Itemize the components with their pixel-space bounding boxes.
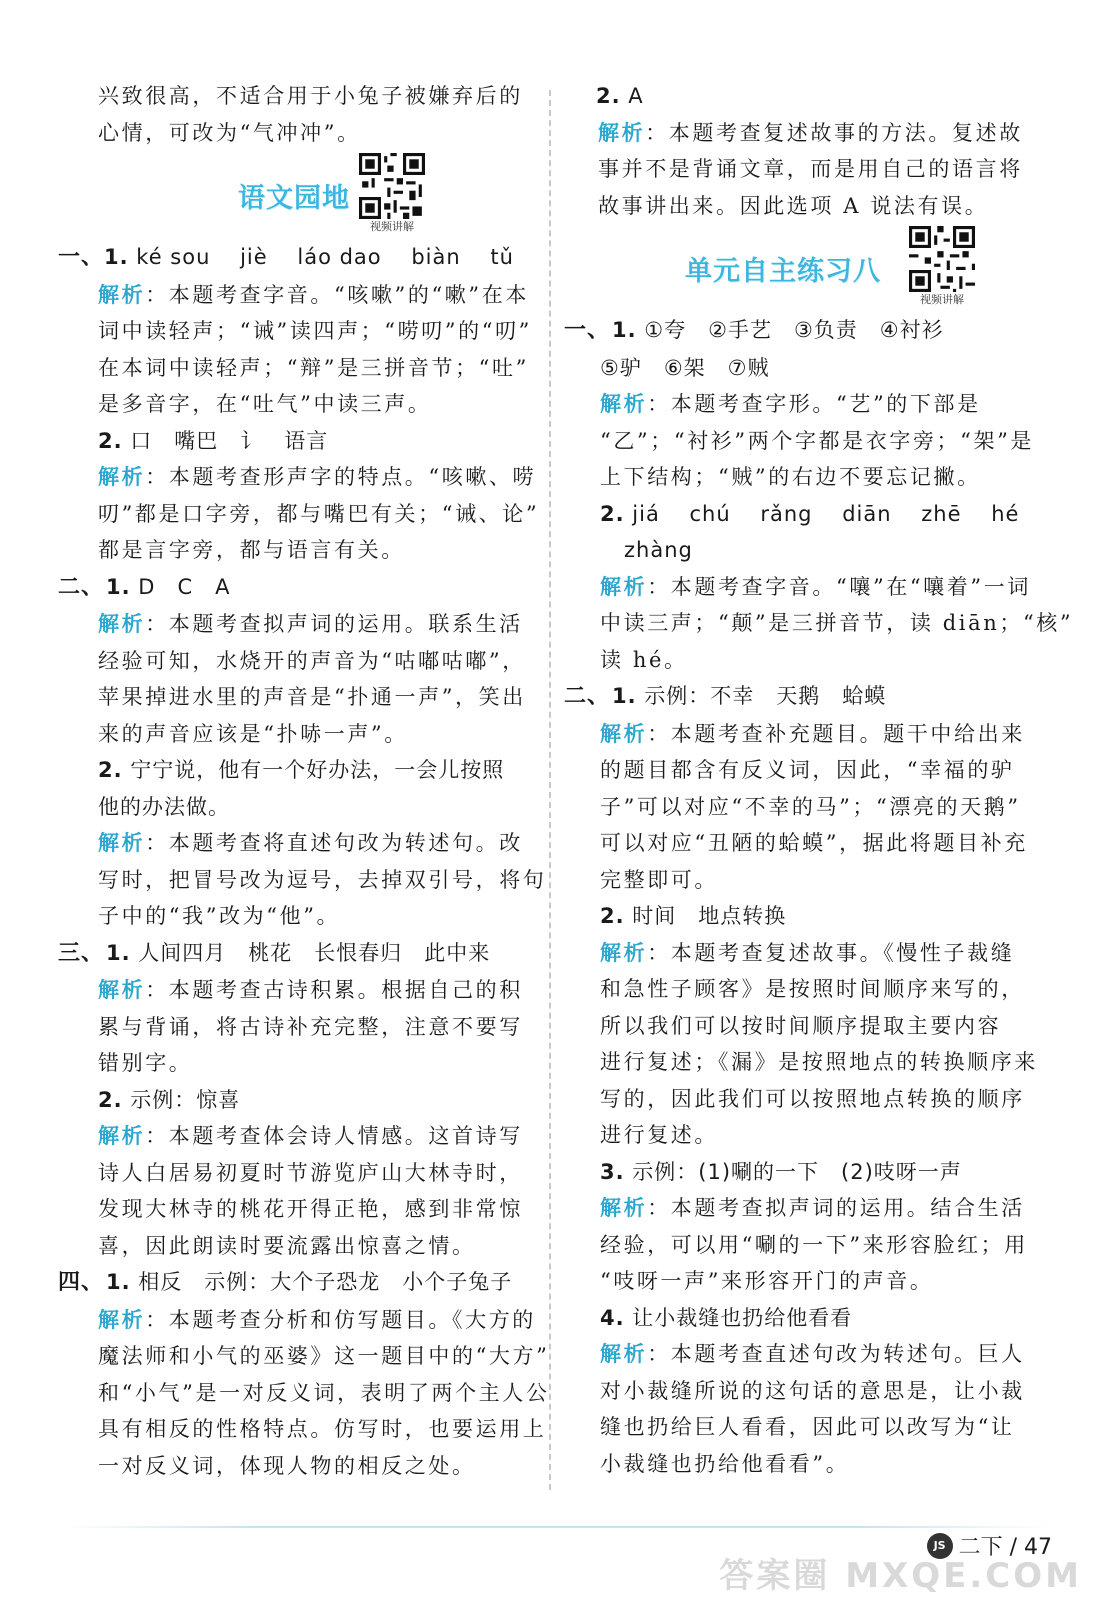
analysis-label: 解析 [98, 611, 146, 636]
analysis-r2-4 [578, 1336, 1048, 1482]
question-r2-2 [578, 898, 1048, 935]
analysis-text: 上下结构；“贼”的右边不要忘记撇。 [600, 465, 981, 489]
analysis-text: 是多音字，在“吐气”中读三声。 [98, 392, 432, 416]
analysis-text: 读 hé。 [600, 647, 688, 672]
answer-text: ①夸 ②手艺 ③负责 ④衬衫 [644, 318, 944, 342]
answer-text: 示例：(1)唰的一下 (2)吱呀一声 [632, 1159, 962, 1184]
analysis-text: “吱呀一声”来形容开门的声音。 [600, 1269, 934, 1293]
analysis-text: ：本题考查形声字的特点。“咳嗽、唠 [145, 465, 537, 489]
heading-title: 单元自主练习八 [685, 255, 881, 287]
answer-text: 宁宁说，他有一个好办法，一会儿按照 [130, 758, 505, 782]
pinyin-answer: láo dao [297, 245, 382, 269]
edition-badge: JS [927, 1533, 953, 1559]
analysis-text: 诗人白居易初夏时节游览庐山大林寺时， [98, 1160, 523, 1185]
analysis-label: 解析 [600, 573, 648, 599]
pinyin-answer: tǔ [490, 245, 514, 269]
analysis-text: 缝也扔给巨人看看，因此可以改写为“让 [600, 1415, 1015, 1439]
analysis-text: 喜，因此朗读时要流露出惊喜之情。 [98, 1233, 476, 1258]
analysis-label: 解析 [98, 1123, 146, 1148]
pinyin-answer: jiá [632, 501, 660, 526]
question-number: 1. [106, 1270, 131, 1294]
analysis-label: 解析 [600, 720, 648, 746]
analysis-label: 解析 [600, 391, 648, 416]
heading-title: 语文园地 [238, 182, 350, 214]
question-number: 1. [106, 574, 131, 599]
analysis-text: ：本题考查复述故事。《慢性子裁缝 [647, 940, 1015, 965]
question-number: 3. [600, 1159, 625, 1184]
section-label: 二、 [58, 574, 105, 600]
pinyin-answer: diān [842, 501, 892, 526]
question-number: 2. [596, 84, 621, 108]
qr-code-icon [909, 226, 975, 292]
analysis-label: 解析 [98, 1306, 146, 1332]
answer-text: D C A [138, 574, 231, 599]
analysis-text: 的题目都含有反义词，因此，“幸福的驴 [600, 758, 1015, 782]
analysis-text: 中读三声；“颠”是三拼音节，读 diān；“核” [600, 611, 1074, 635]
analysis-text: ：本题考查字音。“嚷”在“嚷着”一词 [647, 574, 1031, 599]
question-number: 2. [600, 501, 625, 526]
analysis-text: 子”可以对应“不幸的马”；“漂亮的天鹅” [600, 794, 1021, 819]
qr-code[interactable] [358, 153, 426, 235]
analysis-r1-1 [578, 386, 1048, 496]
intro-line: 兴致很高，不适合用于小兔子被嫌弃后的 [98, 84, 523, 108]
analysis-text: ：本题考查将直述句改为转述句。改 [145, 831, 523, 855]
analysis-label: 解析 [598, 119, 646, 145]
analysis-text: 所以我们可以按时间顺序提取主要内容 [600, 1013, 1002, 1038]
qr-code[interactable] [908, 226, 976, 308]
section-heading-yuwenyuandi [58, 151, 530, 239]
pinyin-answer: biàn [411, 245, 461, 269]
pinyin-answer: jiè [240, 245, 268, 269]
question-r1-2 [578, 496, 1048, 533]
analysis-r1-2 [578, 569, 1074, 679]
analysis-label: 解析 [600, 1341, 648, 1366]
analysis-2-1 [58, 606, 530, 752]
analysis-text: 具有相反的性格特点。仿写时，也要运用上 [98, 1417, 547, 1441]
question-3-2 [58, 1082, 530, 1119]
analysis-label: 解析 [98, 977, 146, 1002]
analysis-text: 事并不是背诵文章，而是用自己的语言将 [598, 157, 1023, 181]
section-label: 三、 [58, 940, 105, 966]
question-r2-4 [578, 1300, 1048, 1337]
analysis-text: 词中读轻声；“诫”读四声；“唠叨”的“叨” [98, 319, 533, 343]
question-2-2 [58, 752, 530, 789]
pinyin-answer: hé [991, 501, 1020, 526]
qr-caption: 视频讲解 [920, 293, 964, 306]
analysis-4-1 [58, 1302, 550, 1485]
answer-text: ⑤驴 ⑥架 ⑦贼 [600, 355, 770, 380]
analysis-1-1 [58, 277, 533, 423]
intro-line: 心情，可改为“气冲冲”。 [98, 120, 361, 145]
analysis-text: “乙”；“衬衫”两个字都是衣字旁；“架”是 [600, 428, 1035, 453]
section-label: 一、 [58, 245, 105, 270]
analysis-text: 子中的“我”改为“他”。 [98, 904, 341, 928]
question-number: 4. [600, 1305, 625, 1330]
question-number: 1. [612, 318, 637, 342]
watermark: 答案圈 MXQE.COM [719, 1556, 1082, 1596]
question-prev-2 [578, 78, 1048, 115]
analysis-3-1 [58, 972, 530, 1082]
analysis-text: 完整即可。 [600, 867, 718, 892]
analysis-text: 经验，可以用“唰的一下”来形容脸红；用 [600, 1232, 1028, 1257]
analysis-1-2 [58, 459, 540, 569]
left-column [58, 78, 550, 1484]
analysis-text: ：本题考查字形。“艺”的下部是 [647, 392, 981, 416]
answer-text: 相反 示例：大个子恐龙 小个子兔子 [138, 1270, 513, 1294]
analysis-text: 经验可知，水烧开的声音为“咕嘟咕嘟”， [98, 648, 526, 673]
question-number: 2. [98, 1087, 123, 1112]
question-number: 2. [98, 428, 123, 453]
analysis-text: 苹果掉进水里的声音是“扑通一声”，笑出 [98, 685, 526, 709]
analysis-text: 累与背诵，将古诗补充完整，注意不要写 [98, 1014, 523, 1039]
analysis-text: ：本题考查体会诗人情感。这首诗写 [145, 1124, 523, 1148]
question-number: 1. [612, 684, 637, 708]
question-number: 1. [106, 940, 131, 965]
question-1-1 [58, 239, 530, 277]
answer-text: 口 嘴巴 讠 语言 [130, 428, 329, 453]
analysis-label: 解析 [600, 1195, 648, 1220]
section-label: 二、 [564, 684, 611, 709]
analysis-prev-2 [578, 115, 1048, 225]
analysis-text: ：本题考查拟声词的运用。结合生活 [647, 1196, 1025, 1220]
analysis-text: 和“小气”是一对反义词，表明了两个主人公 [98, 1380, 550, 1405]
question-r1-1 [564, 312, 1048, 350]
question-4-1 [58, 1264, 530, 1302]
question-r2-3 [578, 1154, 1048, 1191]
section-label: 四、 [58, 1270, 105, 1295]
pinyin-answer: zhàng [624, 538, 693, 562]
question-r2-1 [564, 678, 1048, 716]
answer-text: 人间四月 桃花 长恨春归 此中来 [138, 940, 491, 965]
analysis-label: 解析 [98, 830, 146, 855]
analysis-text: 来的声音应该是“扑哧一声”。 [98, 721, 408, 746]
pinyin-answer: rǎng [760, 501, 813, 526]
analysis-text: ：本题考查直述句改为转述句。巨人 [647, 1342, 1025, 1366]
analysis-text: 都是言字旁，都与语言有关。 [98, 538, 405, 562]
analysis-text: ：本题考查补充题目。题干中给出来 [647, 721, 1025, 746]
analysis-text: ：本题考查分析和仿写题目。《大方的 [145, 1307, 536, 1332]
pinyin-answer: chú [689, 501, 731, 526]
analysis-r2-2 [578, 935, 1048, 1154]
analysis-text: 小裁缝也扔给他看看”。 [600, 1451, 850, 1476]
qr-caption: 视频讲解 [370, 220, 414, 233]
analysis-text: 一对反义词，体现人物的相反之处。 [98, 1453, 476, 1478]
question-1-2 [58, 423, 530, 460]
question-2-1 [58, 569, 530, 607]
analysis-text: 对小裁缝所说的这句话的意思是，让小裁 [600, 1378, 1025, 1403]
analysis-text: 进行复述。 [600, 1123, 718, 1147]
footer-rule [60, 1526, 1052, 1528]
pinyin-answer: zhē [921, 501, 962, 526]
analysis-2-2 [58, 825, 547, 935]
analysis-text: 可以对应“丑陋的蛤蟆”，据此将题目补充 [600, 831, 1028, 855]
analysis-3-2 [58, 1118, 530, 1264]
analysis-text: 错别字。 [98, 1051, 193, 1075]
right-column [564, 78, 1074, 1482]
analysis-text: 在本词中读轻声；“辩”是三拼音节；“吐” [98, 355, 529, 380]
analysis-text: 发现大林寺的桃花开得正艳，感到非常惊 [98, 1197, 523, 1221]
section-heading-danyuan [578, 224, 1048, 312]
answer-text: 示例：不幸 天鹅 蛤蟆 [644, 684, 887, 708]
analysis-text: ：本题考查古诗积累。根据自己的积 [145, 978, 523, 1002]
answer-text: 让小裁缝也扔给他看看 [632, 1305, 853, 1330]
analysis-text: ：本题考查拟声词的运用。联系生活 [145, 612, 523, 636]
analysis-text: 魔法师和小气的巫婆》这一题目中的“大方” [98, 1344, 550, 1368]
analysis-text: 故事讲出来。因此选项 A 说法有误。 [598, 193, 989, 218]
answer-text: 示例：惊喜 [130, 1087, 241, 1112]
analysis-text: ：本题考查复述故事的方法。复述故 [645, 120, 1023, 145]
analysis-r2-1 [578, 716, 1048, 899]
answer-text: A [628, 84, 644, 108]
column-divider [549, 90, 551, 1490]
analysis-text: 写时，把冒号改为逗号，去掉双引号，将句 [98, 867, 547, 892]
question-number: 2. [98, 758, 123, 782]
question-3-1 [58, 935, 530, 973]
section-label: 一、 [564, 318, 611, 343]
analysis-text: ：本题考查字音。“咳嗽”的“嗽”在本 [145, 282, 529, 307]
question-number: 2. [600, 904, 625, 928]
question-number: 1. [104, 245, 129, 269]
pinyin-answer: ké sou [136, 245, 211, 269]
analysis-r2-3 [578, 1190, 1048, 1300]
analysis-label: 解析 [98, 281, 146, 307]
qr-code-icon [359, 153, 425, 219]
answer-text: 他的办法做。 [98, 794, 230, 819]
analysis-text: 和急性子顾客》是按照时间顺序来写的， [600, 977, 1025, 1001]
analysis-label: 解析 [98, 464, 146, 489]
page-number-text: 二下 / 47 [958, 1535, 1052, 1560]
analysis-text: 进行复述；《漏》是按照地点的转换顺序来 [600, 1050, 1038, 1074]
answer-text: 时间 地点转换 [632, 904, 787, 928]
analysis-label: 解析 [600, 939, 648, 965]
analysis-text: 叨”都是口字旁，都与嘴巴有关；“诫、论” [98, 501, 540, 526]
analysis-text: 写的，因此我们可以按照地点转换的顺序 [600, 1086, 1025, 1111]
